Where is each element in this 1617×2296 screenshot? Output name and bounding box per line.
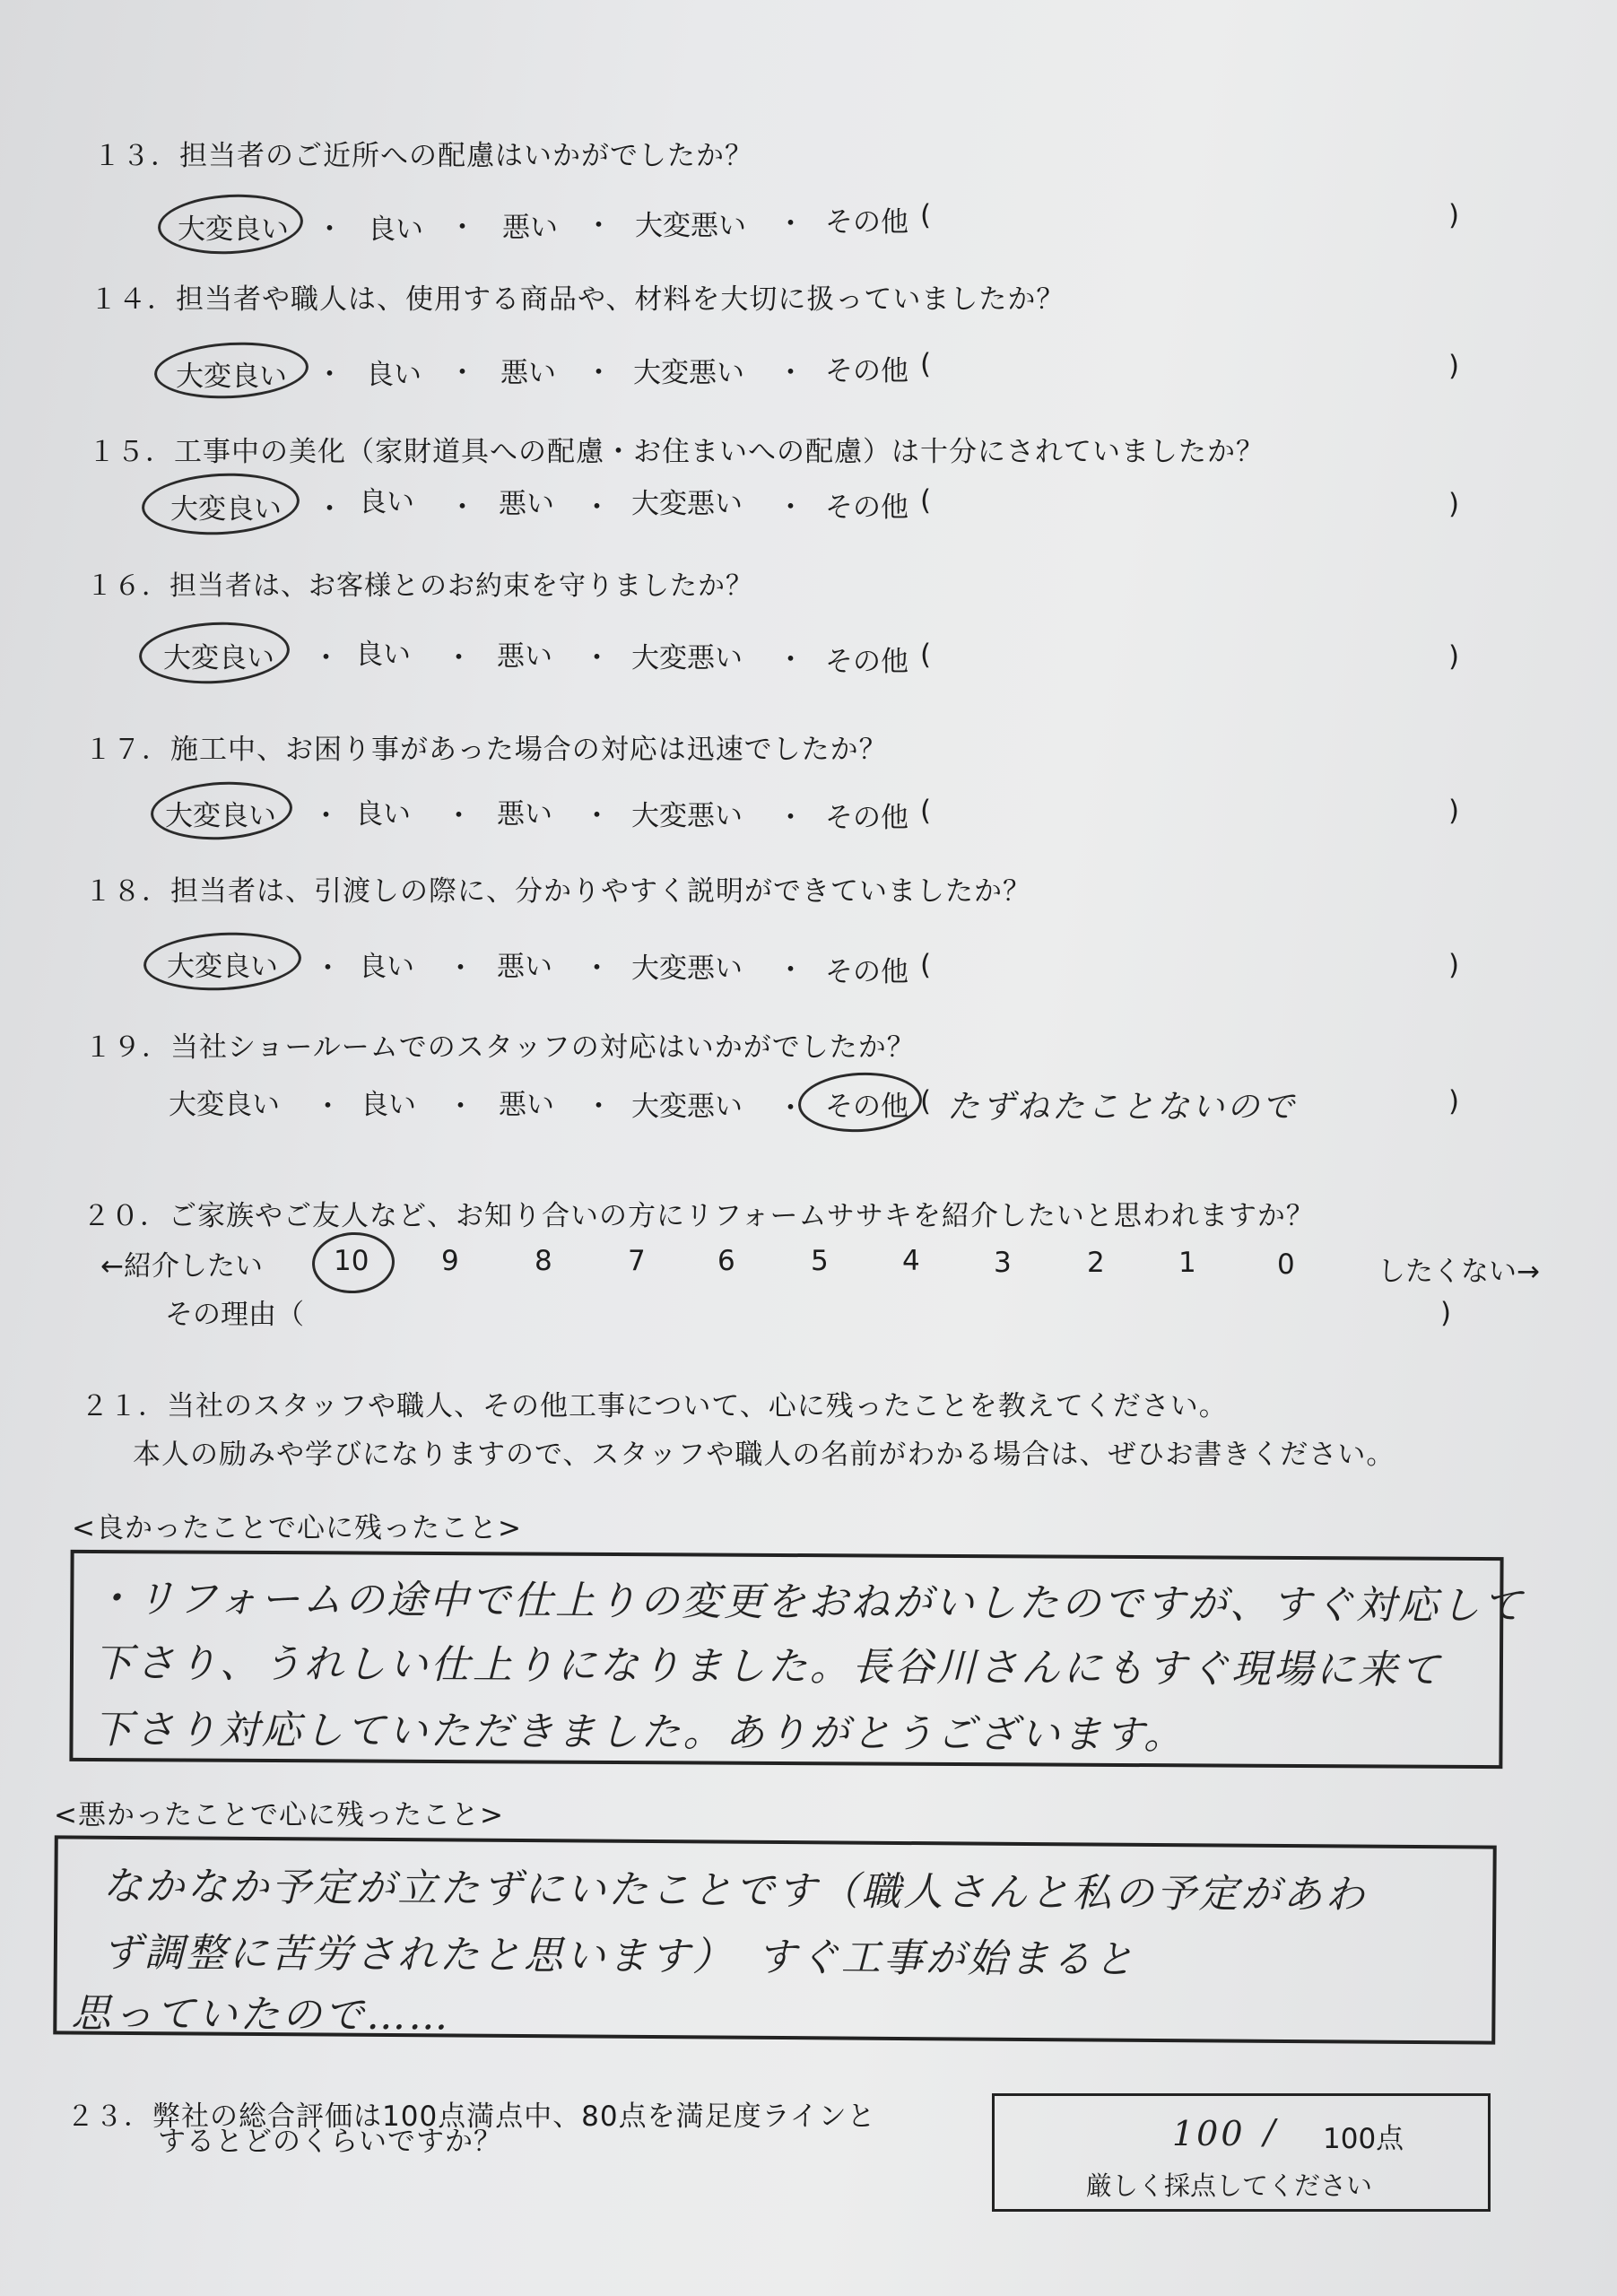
separator: ・ (585, 1091, 613, 1123)
question-17: １７．施工中、お困り事があった場合の対応は迅速でしたか？ (84, 734, 888, 766)
question-23-line2: するとどのくらいですか？ (158, 2126, 502, 2158)
scale-number[interactable]: 10 (334, 1245, 369, 1277)
separator: ・ (583, 642, 611, 674)
option-very-bad[interactable]: 大変悪い (631, 488, 743, 520)
separator: ・ (316, 493, 343, 526)
paren-open: ( (920, 639, 932, 671)
paren-open: ( (920, 795, 932, 827)
separator: ・ (585, 357, 613, 389)
option-very-bad[interactable]: 大変悪い (631, 800, 743, 832)
score-max: 100点 (1323, 2123, 1404, 2155)
separator: ・ (777, 1092, 804, 1125)
separator: ・ (314, 952, 342, 985)
separator: ・ (312, 642, 340, 674)
separator: ・ (777, 644, 804, 676)
separator: ・ (314, 1091, 342, 1123)
other-handwritten-answer: たずねたことないので (947, 1089, 1298, 1126)
scale-number[interactable]: 8 (535, 1245, 552, 1277)
question-23-line1: ２３．弊社の総合評価は100点満点中、80点を満足度ラインと (66, 2100, 876, 2133)
bad-comment-line: ず調整に苦労されたと思います） すぐ工事が始まると (101, 1929, 1137, 1983)
separator: ・ (312, 800, 340, 832)
paren-open: ( (920, 1085, 932, 1118)
option-bad[interactable]: 悪い (497, 951, 552, 983)
option-very-bad[interactable]: 大変悪い (633, 357, 744, 389)
good-comment-line: 下さり、うれしい仕上りになりました。長谷川さんにもすぐ現場に来て (92, 1639, 1443, 1693)
question-13: １３．担当者のご近所への配慮はいかがでしたか？ (93, 140, 753, 172)
question-20: ２０．ご家族やご友人など、お知り合いの方にリフォームササキを紹介したいと思われますか？ (83, 1200, 1315, 1232)
option-good[interactable]: 良い (355, 798, 411, 831)
question-15: １５．工事中の美化（家財道具への配慮・お住まいへの配慮）は十分にされていましたか？ (88, 436, 1265, 468)
separator: ・ (777, 357, 804, 389)
separator: ・ (583, 952, 611, 985)
bad-comment-line: 思っていたので…… (71, 1990, 451, 2039)
option-bad[interactable]: 悪い (497, 798, 552, 831)
scale-number[interactable]: 1 (1178, 1247, 1196, 1279)
option-very-bad[interactable]: 大変悪い (635, 210, 746, 242)
separator: ・ (316, 359, 343, 391)
scale-number[interactable]: 2 (1087, 1247, 1105, 1279)
separator: ・ (777, 491, 804, 524)
option-great[interactable]: 大変良い (169, 1089, 280, 1121)
option-very-bad[interactable]: 大変悪い (631, 952, 743, 985)
score-box (992, 2093, 1491, 2212)
separator: ・ (447, 1091, 474, 1123)
option-great[interactable]: 大変良い (163, 642, 274, 674)
scale-left-label: ←紹介したい (100, 1250, 263, 1283)
scale-number[interactable]: 7 (628, 1245, 646, 1277)
option-great[interactable]: 大変良い (170, 493, 282, 526)
separator: ・ (583, 491, 611, 524)
option-other[interactable]: その他 (825, 802, 908, 834)
paren-close: ) (1448, 488, 1460, 520)
paren-close: ) (1448, 350, 1460, 382)
scale-number[interactable]: 5 (811, 1245, 829, 1277)
good-comment-box (69, 1550, 1526, 1769)
option-bad[interactable]: 悪い (499, 488, 554, 520)
bad-comment-box (53, 1835, 1497, 2044)
scale-number[interactable]: 9 (441, 1245, 459, 1277)
option-bad[interactable]: 悪い (502, 212, 558, 244)
scale-number[interactable]: 6 (717, 1245, 735, 1277)
option-bad[interactable]: 悪い (499, 1089, 554, 1121)
reason-label: その理由（ (165, 1299, 304, 1331)
paren-open: ( (920, 199, 932, 231)
good-section-label: <良かったことで心に残ったこと> (72, 1512, 522, 1544)
option-good[interactable]: 良い (359, 951, 414, 983)
option-other[interactable]: その他 (825, 956, 908, 988)
option-great[interactable]: 大変良い (167, 951, 278, 983)
option-bad[interactable]: 悪い (497, 640, 552, 673)
separator: ・ (448, 491, 476, 524)
option-good[interactable]: 良い (359, 486, 414, 518)
option-good[interactable]: 良い (355, 639, 411, 671)
scale-number[interactable]: 3 (994, 1247, 1012, 1279)
option-good[interactable]: 良い (366, 359, 422, 391)
option-very-bad[interactable]: 大変悪い (631, 1091, 743, 1123)
score-value[interactable]: 100 (1172, 2114, 1246, 2153)
good-comment-line: 下さり対応していただきました。ありがとうございます。 (92, 1706, 1187, 1759)
option-other[interactable]: その他 (825, 1091, 908, 1123)
option-bad[interactable]: 悪い (500, 357, 556, 389)
separator: ・ (445, 800, 473, 832)
paren-close: ) (1448, 795, 1460, 827)
question-18: １８．担当者は、引渡しの際に、分かりやすく説明ができていましたか？ (84, 875, 1031, 908)
good-comment-line: ・リフォームの途中で仕上りの変更をおねがいしたのですが、すぐ対応して (93, 1575, 1526, 1630)
separator: ・ (583, 800, 611, 832)
paren-close: ) (1448, 640, 1460, 673)
option-good[interactable]: 良い (361, 1089, 416, 1121)
score-slash: / (1264, 2112, 1278, 2152)
question-16: １６．担当者は、お客様とのお約束を守りましたか？ (86, 570, 753, 602)
option-great[interactable]: 大変良い (178, 213, 289, 246)
question-14: １４．担当者や職人は、使用する商品や、材料を大切に扱っていましたか？ (90, 283, 1065, 316)
separator: ・ (445, 642, 473, 674)
option-great[interactable]: 大変良い (165, 800, 276, 832)
separator: ・ (585, 210, 613, 242)
separator: ・ (777, 208, 804, 240)
paren-close: ) (1448, 949, 1460, 981)
question-21-line2: 本人の励みや学びになりますので、スタッフや職人の名前がわかる場合は、ぜひお書きください。 (133, 1439, 1395, 1471)
paren-close: ) (1448, 1085, 1460, 1118)
option-other[interactable]: その他 (825, 646, 908, 678)
separator: ・ (447, 952, 474, 985)
bad-comment-line: なかなか予定が立たずにいたことです（職人さんと私の予定があわ (102, 1863, 1368, 1918)
scale-number[interactable]: 0 (1277, 1248, 1295, 1281)
paren-open: ( (920, 348, 932, 380)
question-19: １９．当社ショールームでのスタッフの対応はいかがでしたか？ (84, 1031, 916, 1064)
option-other[interactable]: その他 (825, 355, 908, 387)
separator: ・ (777, 954, 804, 987)
scale-right-label: したくない→ (1378, 1256, 1540, 1288)
option-other[interactable]: その他 (825, 206, 908, 239)
option-great[interactable]: 大変良い (176, 361, 287, 393)
separator: ・ (316, 213, 343, 246)
paren-open: ( (920, 949, 932, 981)
score-note: 厳しく採点してください (1086, 2170, 1373, 2201)
bad-section-label: <悪かったことで心に残ったこと> (54, 1799, 504, 1831)
paren-open: ( (920, 484, 932, 517)
option-good[interactable]: 良い (368, 213, 423, 246)
option-other[interactable]: その他 (825, 491, 908, 524)
separator: ・ (448, 212, 476, 244)
paren-close: ) (1448, 199, 1460, 231)
separator: ・ (777, 802, 804, 834)
paren-close: ) (1440, 1297, 1452, 1329)
scale-number[interactable]: 4 (902, 1245, 920, 1277)
question-21-line1: ２１．当社のスタッフや職人、その他工事について、心に残ったことを教えてください。 (81, 1390, 1228, 1422)
option-very-bad[interactable]: 大変悪い (631, 642, 743, 674)
separator: ・ (448, 357, 476, 389)
